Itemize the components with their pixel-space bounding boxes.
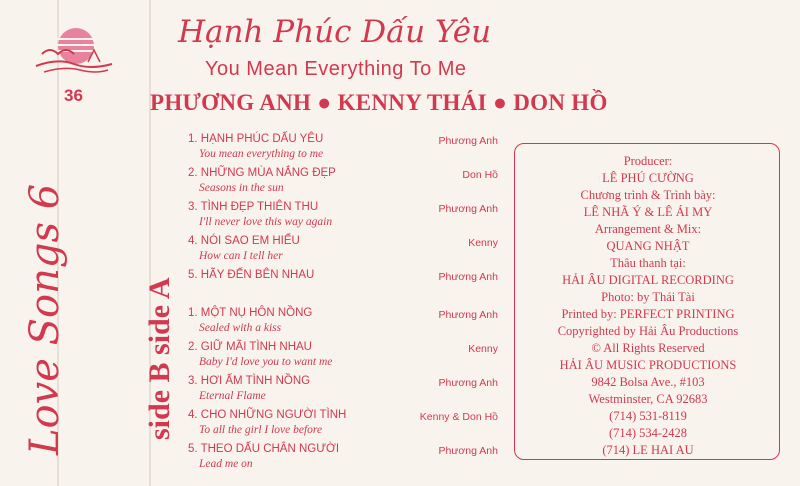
credit-line: QUANG NHẬT xyxy=(606,239,690,253)
track-title: 3. HƠI ẤM TÌNH NỒNG xyxy=(188,375,311,387)
seagull-sunset-logo xyxy=(30,24,114,78)
credit-line: HẢI ÂU DIGITAL RECORDING xyxy=(562,273,734,287)
track-title: 3. TÌNH ĐẸP THIÊN THU xyxy=(188,201,319,213)
track-title: 5. THEO DẤU CHÂN NGƯỜI xyxy=(188,443,340,455)
track-english-title: You mean everything to me xyxy=(199,148,324,160)
album-title: Hạnh Phúc Dấu Yêu xyxy=(178,14,492,50)
track-english-title: Sealed with a kiss xyxy=(199,322,282,334)
credit-line: Producer: xyxy=(623,154,673,168)
track-english-title: Eternal Flame xyxy=(199,390,266,402)
track-english-title: Seasons in the sun xyxy=(199,182,284,194)
artist-name: DON HỒ xyxy=(513,90,608,115)
track-title: 4. NÓI SAO EM HIỂU xyxy=(188,235,300,247)
bullet-separator: ● xyxy=(317,90,332,115)
track-artist: Phương Anh xyxy=(438,445,498,457)
credit-line: © All Rights Reserved xyxy=(591,341,705,355)
track-title: 2. NHỮNG MÙA NẮNG ĐẸP xyxy=(188,167,336,179)
track-artist: Phương Anh xyxy=(438,203,498,215)
track-title: 2. GIỮ MÃI TÌNH NHAU xyxy=(188,341,312,353)
catalog-number: 36 xyxy=(64,86,83,105)
credit-line: LÊ NHÃ Ý & LÊ ÁI MY xyxy=(583,205,713,219)
track-artist: Phương Anh xyxy=(438,309,498,321)
credit-line: Copyrighted by Hải Âu Productions xyxy=(557,324,739,338)
track-title: 1. MỘT NỤ HÔN NỒNG xyxy=(188,307,313,319)
track-artist: Phương Anh xyxy=(438,135,498,147)
artist-name: PHƯƠNG ANH xyxy=(150,90,312,115)
artist-name: KENNY THÁI xyxy=(337,90,487,115)
credit-line: Arrangement & Mix: xyxy=(594,222,702,236)
track-title: 5. HÃY ĐẾN BÊN NHAU xyxy=(188,269,315,281)
track-title: 4. CHO NHỮNG NGƯỜI TÌNH xyxy=(188,409,347,421)
track-english-title: How can I tell her xyxy=(199,250,283,262)
series-title: Love Songs 6 xyxy=(22,183,68,455)
track-english-title: I'll never love this way again xyxy=(199,216,333,228)
credit-line: Chương trình & Trình bày: xyxy=(580,188,716,202)
track-artist: Kenny xyxy=(468,237,498,249)
credit-line: 9842 Bolsa Ave., #103 xyxy=(591,375,705,389)
credit-line: (714) LE HAI AU xyxy=(602,443,694,457)
track-title: 1. HẠNH PHÚC DẤU YÊU xyxy=(188,133,324,145)
credits-box xyxy=(514,143,780,460)
track-artist: Phương Anh xyxy=(438,271,498,283)
credit-line: HẢI ÂU MUSIC PRODUCTIONS xyxy=(559,358,737,372)
credit-line: Westminster, CA 92683 xyxy=(588,392,708,406)
credit-line: Printed by: PERFECT PRINTING xyxy=(561,307,735,321)
credit-line: LÊ PHÚ CƯỜNG xyxy=(602,171,694,185)
credit-line: Photo: by Thái Tài xyxy=(601,290,695,304)
credit-line: (714) 534-2428 xyxy=(608,426,688,440)
track-english-title: Baby I'd love you to want me xyxy=(199,356,333,368)
track-english-title: Lead me on xyxy=(199,458,253,470)
track-artist: Phương Anh xyxy=(438,377,498,389)
track-artist: Don Hồ xyxy=(462,169,498,181)
artists-line xyxy=(150,90,608,116)
album-subtitle: You Mean Everything To Me xyxy=(205,58,467,80)
credit-line: (714) 531-8119 xyxy=(609,409,687,423)
credit-line: Thâu thanh tại: xyxy=(610,256,686,270)
sides-label: side B side A xyxy=(143,277,176,440)
bullet-separator: ● xyxy=(492,90,508,115)
track-artist: Kenny xyxy=(468,343,498,355)
track-artist: Kenny & Don Hồ xyxy=(419,411,498,423)
track-english-title: To all the girl I love before xyxy=(199,424,323,436)
